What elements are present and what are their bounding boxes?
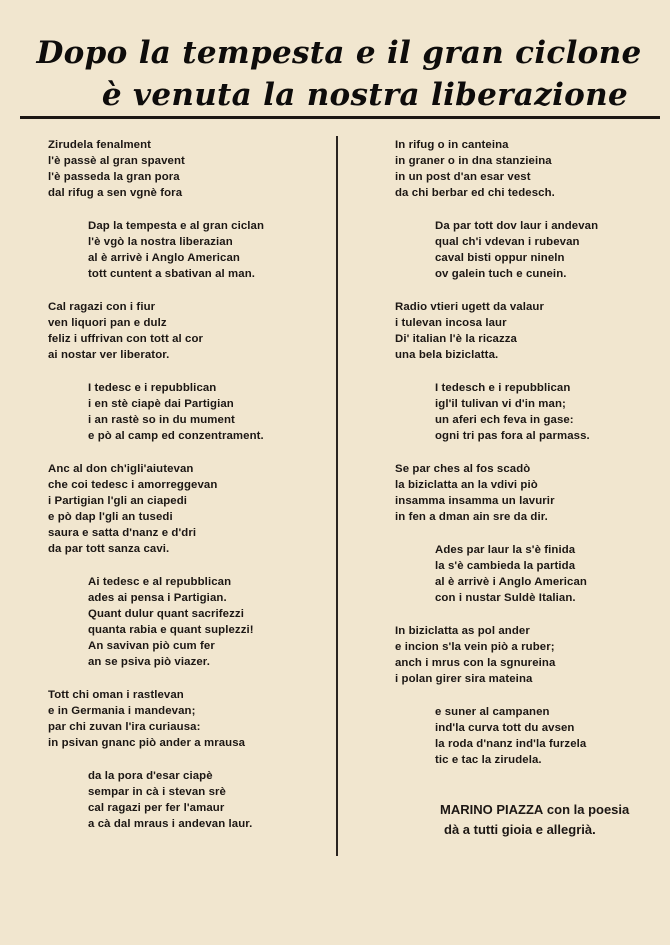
poem-line: Zirudela fenalment [48, 139, 152, 151]
poem-line: tic e tac la zirudela. [435, 754, 542, 766]
stanza [48, 687, 328, 751]
poem-line: Tott chi oman i rastlevan [48, 689, 184, 701]
stanza [48, 218, 328, 282]
poem-line: la s'è cambieda la partida [435, 560, 576, 572]
poem-line: Dap la tempesta e al gran ciclan [88, 220, 265, 232]
poem-line: da par tott sanza cavi. [48, 543, 170, 555]
stanza [48, 574, 328, 670]
column-divider [336, 136, 338, 856]
poem-line: feliz i uffrivan con tott al cor [48, 333, 204, 345]
right-column [395, 137, 657, 785]
poem-line: I tedesc e i repubblican [88, 382, 217, 394]
stanza [395, 461, 657, 525]
poem-line: ai nostar ver liberator. [48, 349, 170, 361]
poem-line: e in Germania i mandevan; [48, 705, 196, 717]
poem-line: e pò al camp ed conzentrament. [88, 430, 264, 442]
stanza [395, 704, 657, 768]
poem-line: al è arrivè i Anglo American [88, 252, 240, 264]
poem-line: An savivan piò cum fer [88, 640, 215, 652]
poem-line: i Partigian l'gli an ciapedi [48, 495, 188, 507]
poem-line: ov galein tuch e cunein. [435, 268, 567, 280]
stanza [48, 137, 328, 201]
poem-line: in un post d'an esar vest [395, 171, 531, 183]
poem-line: cal ragazi per fer l'amaur [88, 802, 225, 814]
poem-line: ven liquori pan e dulz [48, 317, 167, 329]
poem-line: an se psiva piò viazer. [88, 656, 210, 668]
poem-line: in fen a dman ain sre da dir. [395, 511, 548, 523]
poem-line: da chi berbar ed chi tedesch. [395, 187, 555, 199]
poem-line: qual ch'i vdevan i rubevan [435, 236, 580, 248]
signature-line-2: dà a tutti gioia e allegrià. [444, 822, 596, 837]
headline-line-2: è venuta la nostra liberazione [101, 77, 628, 113]
stanza [48, 768, 328, 832]
poem-line: dal rifug a sen vgnè fora [48, 187, 183, 199]
stanza [395, 299, 657, 363]
poem-line: saura e satta d'nanz e d'dri [48, 527, 197, 539]
poem-line: la biziclatta an la vdivi piò [395, 479, 538, 491]
stanza [395, 380, 657, 444]
poem-line: Cal ragazi con i fiur [48, 301, 156, 313]
poem-line: In rifug o in canteina [395, 139, 509, 151]
poem-line: da la pora d'esar ciapè [88, 770, 213, 782]
poem-line: al è arrivè i Anglo American [435, 576, 587, 588]
poem-line: Radio vtieri ugett da valaur [395, 301, 545, 313]
poem-line: tott cuntent a sbativan al man. [88, 268, 256, 280]
poem-line: In biziclatta as pol ander [395, 625, 530, 637]
headline-line-1: Dopo la tempesta e il gran ciclone [36, 35, 642, 71]
poem-line: caval bisti oppur nineln [435, 252, 565, 264]
poem-line: Da par tott dov laur i andevan [435, 220, 599, 232]
poem-line: un aferi ech feva in gase: [435, 414, 574, 426]
poem-line: i tulevan incosa laur [395, 317, 507, 329]
poem-line: ades ai pensa i Partigian. [88, 592, 227, 604]
stanza [395, 137, 657, 201]
poem-line: i polan girer sira mateina [395, 673, 533, 685]
headline-underline [20, 116, 660, 119]
poem-line: e pò dap l'gli an tusedi [48, 511, 173, 523]
stanza [48, 380, 328, 444]
poem-line: in psivan gnanc piò ander a mrausa [48, 737, 246, 749]
poem-line: la roda d'nanz ind'la furzela [435, 738, 587, 750]
poem-line: Ai tedesc e al repubblican [88, 576, 232, 588]
signature [440, 800, 629, 840]
poem-line: a cà dal mraus i andevan laur. [88, 818, 253, 830]
poem-line: l'è passeda la gran pora [48, 171, 180, 183]
poem-line: con i nustar Suldè Italian. [435, 592, 576, 604]
poem-line: Di' italian l'è la ricazza [395, 333, 517, 345]
poem-line: i en stè ciapè dai Partigian [88, 398, 234, 410]
poem-line: Se par ches al fos scadò [395, 463, 531, 475]
poem-line: l'è passè al gran spavent [48, 155, 185, 167]
poem-line: in graner o in dna stanzieina [395, 155, 552, 167]
poem-line: I tedesch e i repubblican [435, 382, 571, 394]
poem-line: sempar in cà i stevan srè [88, 786, 226, 798]
poem-line: i an rastè so in du mument [88, 414, 235, 426]
stanza [395, 218, 657, 282]
poem-line: ind'la curva tott du avsen [435, 722, 575, 734]
stanza [48, 461, 328, 557]
left-column [48, 137, 328, 849]
poem-line: Quant dulur quant sacrifezzi [88, 608, 244, 620]
poem-line: Ades par laur la s'è finida [435, 544, 576, 556]
poem-line: anch i mrus con la sgnureina [395, 657, 556, 669]
poem-line: che coi tedesc i amorreggevan [48, 479, 218, 491]
author-name: MARINO PIAZZA [440, 802, 544, 817]
stanza [48, 299, 328, 363]
poem-line: l'è vgò la nostra liberazian [88, 236, 233, 248]
poem-line: quanta rabia e quant suplezzi! [88, 624, 254, 636]
stanza [395, 542, 657, 606]
poem-line: par chi zuvan l'ira curiausa: [48, 721, 201, 733]
poem-line: e incion s'la vein piò a ruber; [395, 641, 555, 653]
poem-line: una bela biziclatta. [395, 349, 499, 361]
stanza [395, 623, 657, 687]
poem-line: ogni tri pas fora al parmass. [435, 430, 590, 442]
poem-line: insamma insamma un lavurir [395, 495, 555, 507]
poem-line: Anc al don ch'igli'aiutevan [48, 463, 194, 475]
poem-line: igl'il tulivan vi d'in man; [435, 398, 566, 410]
poem-line: e suner al campanen [435, 706, 550, 718]
signature-line-1: con la poesia [543, 802, 630, 817]
